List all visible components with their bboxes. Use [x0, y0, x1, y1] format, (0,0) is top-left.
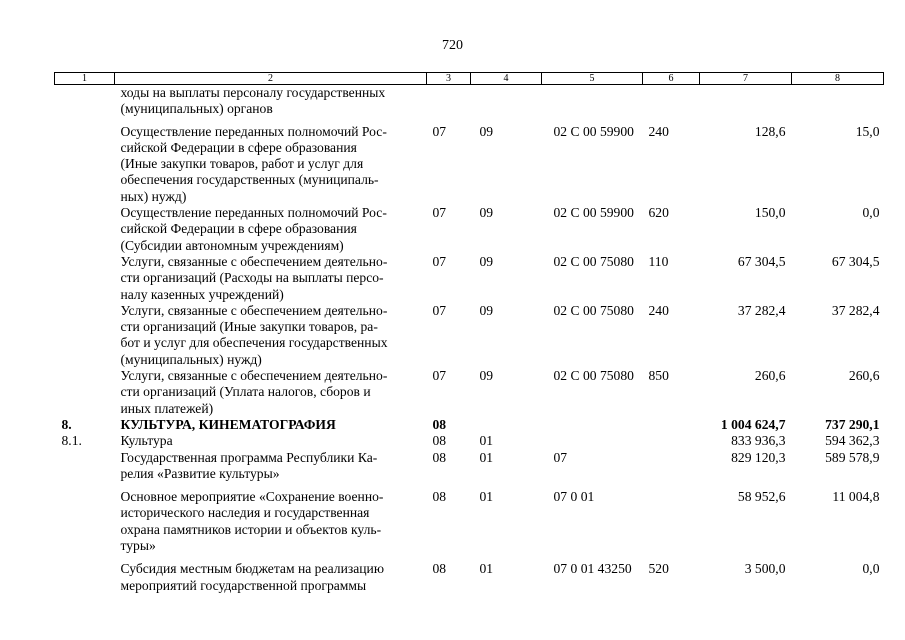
section-code: 08 — [432, 449, 447, 465]
amount-col7: 67 304,5 — [737, 253, 786, 269]
amount-col8: 589 578,9 — [825, 449, 880, 465]
expense-type-code: 240 — [648, 123, 669, 139]
section-code: 07 — [432, 368, 447, 384]
table-row — [55, 450, 884, 483]
row-name-line: ходы на выплаты персоналу государственных — [120, 85, 386, 100]
expense-type-code — [643, 85, 700, 118]
row-name — [115, 554, 427, 594]
row-name-line: Услуги, связанные с обеспечением деятельно- — [120, 302, 388, 318]
column-header: 2 — [115, 73, 427, 85]
amount-col8: 737 290,1 — [825, 416, 880, 432]
table-row — [55, 433, 884, 449]
row-number — [55, 554, 115, 594]
subsection-code: 09 — [479, 302, 494, 318]
expense-type-code — [643, 482, 700, 554]
subsection-code: 09 — [479, 205, 494, 221]
amount-col7: 37 282,4 — [737, 302, 786, 318]
row-number — [55, 450, 115, 483]
row-number — [55, 254, 115, 303]
row-name-line: сти организаций (Расходы на выплаты персо- — [120, 270, 384, 286]
table-row — [55, 254, 884, 303]
row-number: 8.1. — [61, 433, 82, 449]
page-number: 720 — [442, 38, 463, 53]
row-name — [115, 482, 427, 554]
row-name-line: (Иные закупки товаров, работ и услуг для — [120, 156, 364, 172]
subsection-code: 01 — [479, 489, 494, 505]
target-article-code — [542, 433, 643, 449]
row-name-line: мероприятий государственной программы — [120, 577, 367, 593]
amount-col8: 67 304,5 — [831, 253, 880, 269]
row-name-line: Культура — [120, 433, 173, 449]
column-header: 5 — [542, 73, 643, 85]
row-number — [55, 482, 115, 554]
row-name-line: Субсидия местным бюджетам на реализацию — [120, 561, 384, 577]
table-row — [55, 85, 884, 118]
row-name — [115, 417, 427, 433]
target-article-code: 02 С 00 59900 — [553, 123, 634, 139]
row-name-line: (муниципальных) органов — [120, 101, 273, 117]
subsection-code: 01 — [479, 449, 494, 465]
row-name-line: КУЛЬТУРА, КИНЕМАТОГРАФИЯ — [120, 416, 336, 432]
column-header: 6 — [643, 73, 700, 85]
amount-col8 — [792, 85, 884, 118]
row-name-line: сийской Федерации в сфере образования — [120, 139, 357, 155]
section-code: 07 — [432, 123, 447, 139]
amount-col8: 15,0 — [855, 123, 880, 139]
expense-type-code — [643, 433, 700, 449]
row-name-line: Основное мероприятие «Сохранение военно- — [120, 489, 384, 505]
target-article-code: 02 С 00 75080 — [553, 302, 634, 318]
subsection-code: 09 — [479, 123, 494, 139]
amount-col8: 260,6 — [848, 368, 880, 384]
row-name-line: туры» — [120, 538, 156, 554]
subsection-code: 09 — [479, 253, 494, 269]
section-code: 08 — [432, 561, 447, 577]
amount-col7: 150,0 — [754, 205, 786, 221]
target-article-code: 07 0 01 — [553, 489, 595, 505]
row-name-line: Государственная программа Республики Ка- — [120, 449, 378, 465]
row-name — [115, 433, 427, 449]
section-code — [427, 85, 471, 118]
section-code: 07 — [432, 302, 447, 318]
row-name-line: Услуги, связанные с обеспечением деятельно- — [120, 253, 388, 269]
amount-col8: 0,0 — [862, 205, 880, 221]
table-row — [55, 205, 884, 254]
row-name — [115, 85, 427, 118]
section-code: 08 — [432, 489, 447, 505]
amount-col7: 260,6 — [754, 368, 786, 384]
target-article-code: 02 С 00 75080 — [553, 253, 634, 269]
target-article-code: 07 0 01 43250 — [553, 561, 632, 577]
amount-col8: 37 282,4 — [831, 302, 880, 318]
row-name-line: налу казенных учреждений) — [120, 286, 284, 302]
budget-table — [54, 72, 884, 594]
target-article-code: 02 С 00 59900 — [553, 205, 634, 221]
amount-col7: 1 004 624,7 — [720, 416, 786, 432]
amount-col7: 58 952,6 — [737, 489, 786, 505]
subsection-code — [471, 85, 542, 118]
row-name-line: Осуществление переданных полномочий Рос- — [120, 205, 387, 221]
row-name-line: релия «Развитие культуры» — [120, 465, 280, 481]
section-code: 08 — [432, 433, 447, 449]
target-article-code — [542, 417, 643, 433]
row-name-line: обеспечения государственных (муниципаль- — [120, 172, 379, 188]
subsection-code — [471, 417, 542, 433]
row-name — [115, 303, 427, 368]
column-header: 3 — [427, 73, 471, 85]
expense-type-code: 620 — [648, 205, 669, 221]
amount-col7: 128,6 — [754, 123, 786, 139]
expense-type-code — [643, 417, 700, 433]
amount-col7: 829 120,3 — [731, 449, 786, 465]
amount-col8: 0,0 — [862, 561, 880, 577]
column-header: 8 — [792, 73, 884, 85]
target-article-code: 02 С 00 75080 — [553, 368, 634, 384]
row-name — [115, 205, 427, 254]
subsection-code: 09 — [479, 368, 494, 384]
expense-type-code: 850 — [648, 368, 669, 384]
table-row — [55, 118, 884, 205]
table-row — [55, 417, 884, 433]
column-header: 7 — [700, 73, 792, 85]
expense-type-code: 520 — [648, 561, 669, 577]
table-row — [55, 554, 884, 594]
row-name-line: охрана памятников истории и объектов куль- — [120, 521, 382, 537]
row-name-line: исторического наследия и государственная — [120, 505, 370, 521]
row-number — [55, 118, 115, 205]
table-row — [55, 482, 884, 554]
row-name-line: (Субсидии автономным учреждениям) — [120, 237, 344, 253]
row-name-line: Услуги, связанные с обеспечением деятельно- — [120, 368, 388, 384]
section-code: 08 — [432, 416, 447, 432]
row-name-line: сти организаций (Иные закупки товаров, ра- — [120, 319, 378, 335]
amount-col7: 3 500,0 — [744, 561, 786, 577]
subsection-code: 01 — [479, 433, 494, 449]
column-header: 1 — [55, 73, 115, 85]
subsection-code: 01 — [479, 561, 494, 577]
target-article-code: 07 — [553, 449, 568, 465]
expense-type-code: 240 — [648, 302, 669, 318]
section-code: 07 — [432, 205, 447, 221]
row-name-line: иных платежей) — [120, 400, 214, 416]
row-number — [55, 368, 115, 417]
row-name — [115, 118, 427, 205]
row-name-line: ных) нужд) — [120, 188, 187, 204]
row-name-line: бот и услуг для обеспечения государственных — [120, 335, 388, 351]
amount-col8: 11 004,8 — [832, 489, 880, 505]
section-code: 07 — [432, 253, 447, 269]
row-name — [115, 254, 427, 303]
amount-col7 — [700, 85, 792, 118]
column-number-header — [55, 73, 884, 85]
row-name — [115, 368, 427, 417]
row-number — [55, 85, 115, 118]
amount-col8: 594 362,3 — [825, 433, 880, 449]
target-article-code — [542, 85, 643, 118]
table-row — [55, 303, 884, 368]
column-header: 4 — [471, 73, 542, 85]
expense-type-code — [643, 450, 700, 483]
row-name-line: (муниципальных) нужд) — [120, 351, 262, 367]
table-row — [55, 368, 884, 417]
expense-type-code: 110 — [648, 253, 669, 269]
row-number — [55, 205, 115, 254]
amount-col7: 833 936,3 — [731, 433, 786, 449]
row-name-line: Осуществление переданных полномочий Рос- — [120, 123, 387, 139]
row-number: 8. — [61, 416, 72, 432]
row-name — [115, 450, 427, 483]
row-name-line: сти организаций (Уплата налогов, сборов и — [120, 384, 371, 400]
row-number — [55, 303, 115, 368]
row-name-line: сийской Федерации в сфере образования — [120, 221, 357, 237]
